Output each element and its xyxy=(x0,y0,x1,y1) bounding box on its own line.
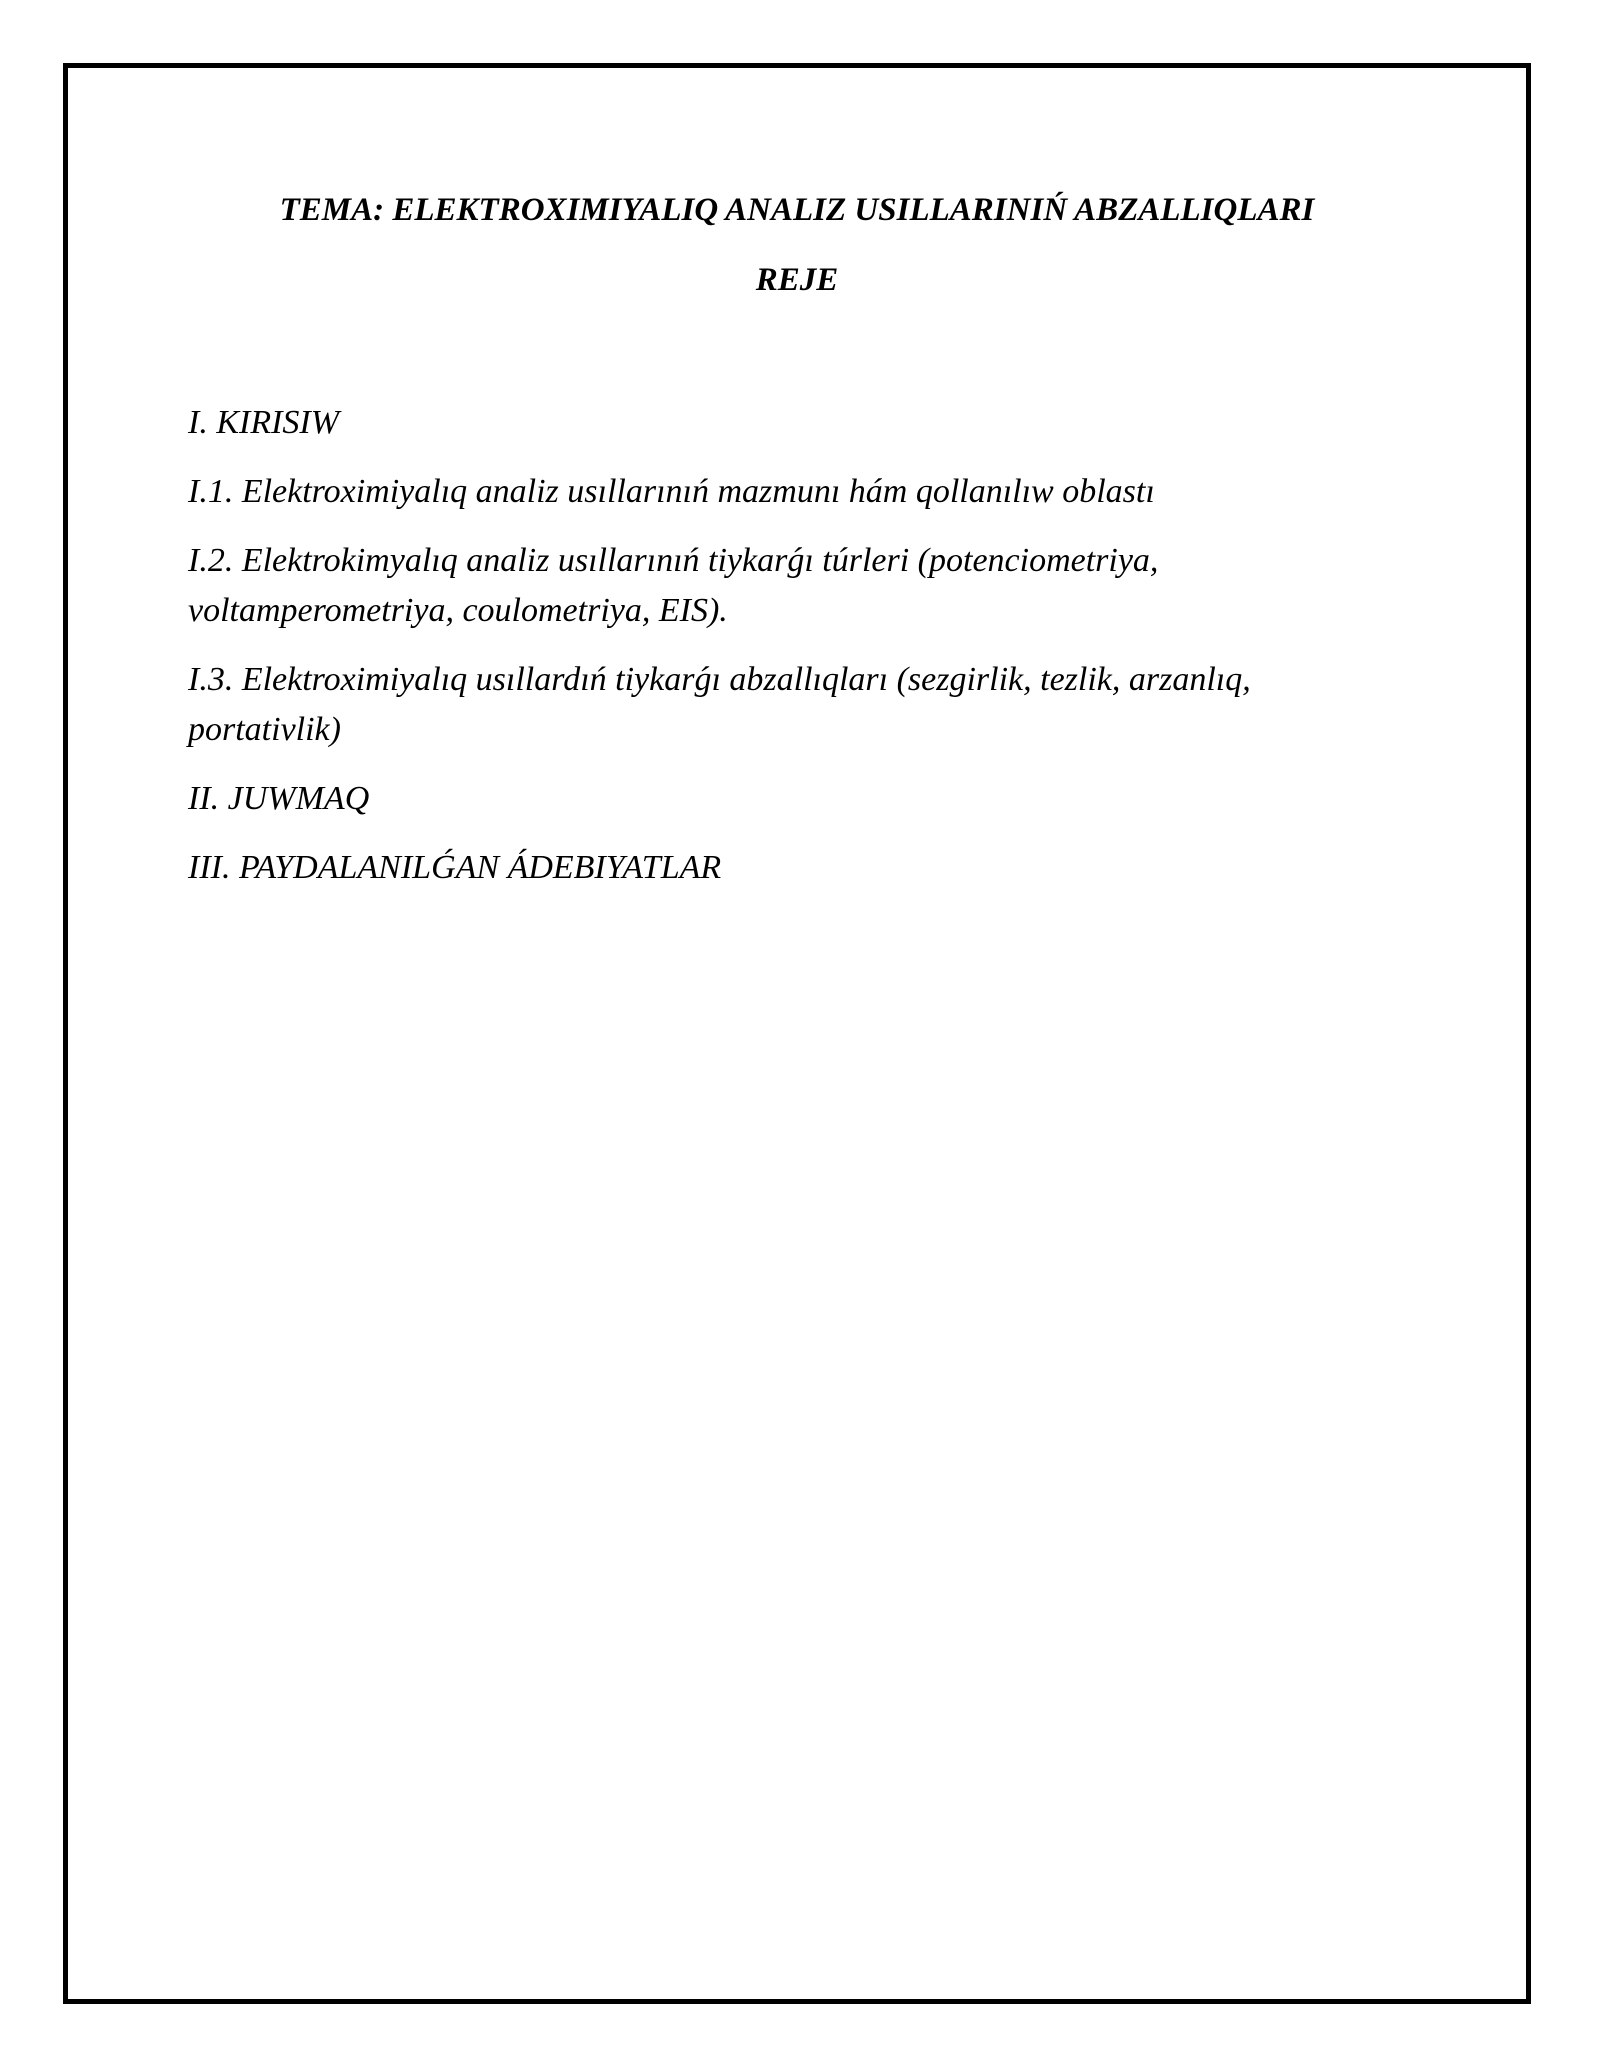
outline-item-1-1: I.1. Elektroximiyalıq analiz usıllarınıń mazmunı hám qollanılıw oblastı xyxy=(188,473,1155,510)
outline-item-references: III. PAYDALANILǴAN ÁDEBIYATLAR xyxy=(188,849,722,886)
document-subtitle: REJE xyxy=(755,262,839,298)
outline-item-conclusion: II. JUWMAQ xyxy=(188,780,370,817)
outline-list xyxy=(188,398,1368,912)
outline-item-1-3: I.3. Elektroximiyalıq usıllardıń tiykarǵı abzallıqları (sezgirlik, tezlik, arzanlıq, portativlik) xyxy=(188,661,1251,748)
outline-item-1-2: I.2. Elektrokimyalıq analiz usıllarınıń tiykarǵı túrleri (potenciometriya, voltamperometriya, coulometriya, EIS). xyxy=(188,542,1159,629)
document-title: TEMA: ELEKTROXIMIYALIQ ANALIZ USILLARINIŃ ABZALLIQLARI xyxy=(279,192,1315,228)
page-border xyxy=(63,63,1531,2004)
outline-item-introduction: I. KIRISIW xyxy=(188,404,340,441)
